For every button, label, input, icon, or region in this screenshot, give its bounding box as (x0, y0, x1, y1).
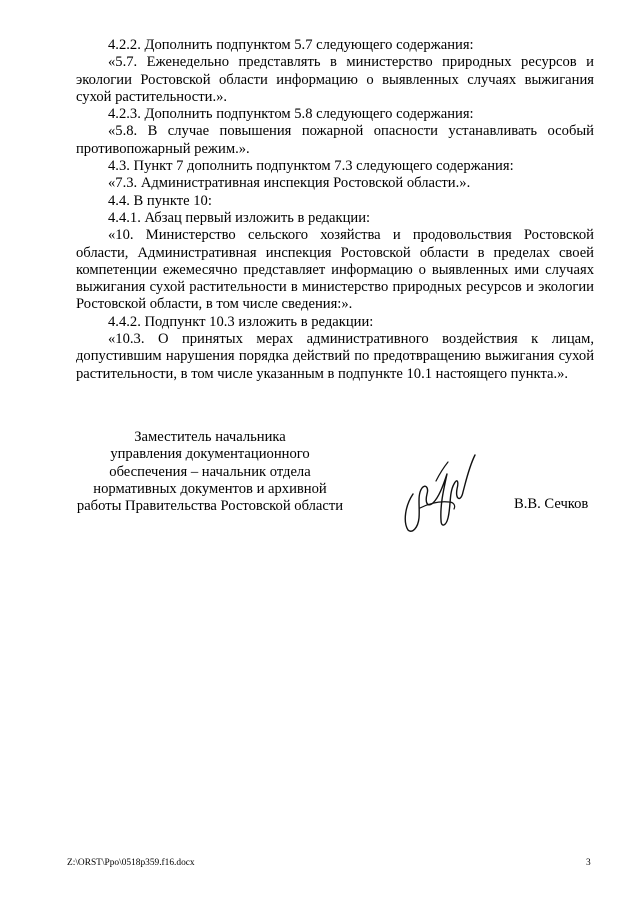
paragraph-4-3: 4.3. Пункт 7 дополнить подпунктом 7.3 следующего содержания: (108, 158, 514, 175)
page-number: 3 (586, 858, 591, 868)
paragraph-4-4-2: 4.4.2. Подпункт 10.3 изложить в редакции: (108, 313, 374, 330)
signatory-name: В.В. Сечков (514, 496, 589, 512)
paragraph-quote-10-3: «10.3. О принятых мерах административного воздействия к лицам, допустившим нарушения порядка действий по предотвращению выжигания сухой растительности, в том числе указанным в подпункте 10.1 настоящего пункта.». (76, 331, 594, 382)
signatory-title (60, 429, 360, 515)
paragraph-quote-7-3: «7.3. Административная инспекция Ростовской области.». (108, 175, 471, 192)
paragraph-4-4-1: 4.4.1. Абзац первый изложить в редакции: (108, 209, 371, 226)
paragraph-quote-10: «10. Министерство сельского хозяйства и продовольствия Ростовской области, Административная инспекция Ростовской области в пределах своей компетенции ежемесячно представляет информацию о выявленных ими случаях выжигания сухой растительности в министерство природных ресурсов и экологии Ростовской области, в том числе сведения:». (76, 227, 594, 313)
signatory-title-line: Заместитель начальника (134, 429, 286, 445)
handwritten-signature-icon (399, 450, 477, 536)
paragraph-quote-5-8: «5.8. В случае повышения пожарной опасности устанавливать особый противопожарный режим.». (76, 123, 594, 157)
signatory-title-line: обеспечения – начальник отдела (109, 463, 311, 480)
paragraph-quote-5-7: «5.7. Еженедельно представлять в министерство природных ресурсов и экологии Ростовской области информацию о выявленных случаях выжигания сухой растительности.». (76, 54, 594, 105)
signatory-title-line: работы Правительства Ростовской области (76, 498, 344, 515)
paragraph-4-2-2: 4.2.2. Дополнить подпунктом 5.7 следующего содержания: (108, 37, 474, 53)
footer-file-path: Z:\ORST\Ppo\0518p359.f16.docx (67, 858, 195, 868)
signatory-title-line: управления документационного (110, 446, 310, 463)
signatory-title-line: нормативных документов и архивной (93, 480, 327, 497)
paragraph-4-2-3: 4.2.3. Дополнить подпунктом 5.8 следующего содержания: (108, 106, 474, 123)
paragraph-4-4: 4.4. В пункте 10: (108, 192, 212, 209)
document-body (76, 37, 594, 383)
